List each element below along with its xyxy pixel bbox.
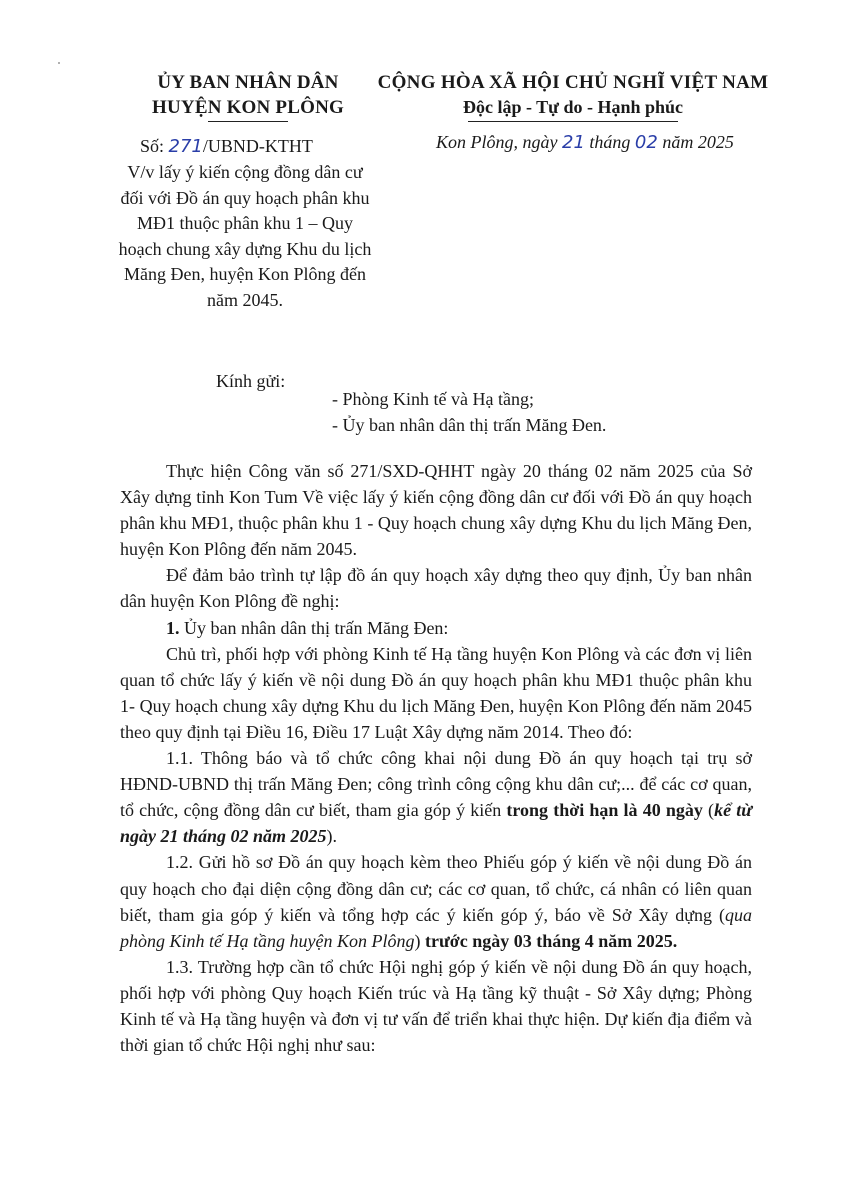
item-1-2 bbox=[120, 849, 752, 953]
date-prefix: Kon Plông, ngày bbox=[436, 132, 562, 152]
document-number bbox=[140, 134, 313, 159]
date-mid: tháng bbox=[584, 132, 635, 152]
item-1-1-start-date: kể từ ngày 21 tháng 02 năm 2025 bbox=[120, 800, 753, 847]
country-name: CỘNG HÒA XÃ HỘI CHỦ NGHĨ VIỆT NAM bbox=[377, 72, 769, 93]
section-1-heading bbox=[120, 615, 752, 641]
letter-body bbox=[120, 458, 752, 1058]
doc-number-prefix: Số: bbox=[140, 136, 169, 156]
item-1-3: 1.3. Trường hợp cần tổ chức Hội nghị góp ý kiến về nội dung Đồ án quy hoạch, phối hợp với phòng Quy hoạch Kiến trúc và Hạ tầng kỹ thuật - Sở Xây dựng; Phòng Kinh tế và Hạ tầng huyện và đơn vị tư vấn để triển khai thực hiện. Dự kiến địa điểm và thời gian tổ chức Hội nghị như sau: bbox=[120, 956, 752, 1056]
paragraph-coordination: Chủ trì, phối hợp với phòng Kinh tế Hạ tầng huyện Kon Plông và các đơn vị liên quan tổ chức lấy ý kiến về nội dung Đồ án quy hoạch phân khu MĐ1 thuộc phân khu 1- Quy hoạch chung xây dựng Khu du lịch Măng Đen, huyện Kon Plông đến năm 2045 theo quy định tại Điều 16, Điều 17 Luật Xây dựng năm 2014. Theo đó: bbox=[120, 643, 752, 742]
item-1-1-text: 1.1. Thông báo và tổ chức công khai nội dung Đồ án quy hoạch tại trụ sở HĐND-UBND thị trấn Măng Đen; công trình công cộng khu dân cư;... để các cơ quan, tổ chức, cộng đồng dân cư biết, tham gia góp ý kiến bbox=[120, 748, 752, 821]
salutation: Kính gửi: bbox=[216, 371, 286, 391]
recipient-2: - Ủy ban nhân dân thị trấn Măng Đen. bbox=[332, 415, 607, 435]
item-1-1-deadline: trong thời hạn là 40 ngày bbox=[506, 800, 703, 821]
authority-line-1: ỦY BAN NHÂN DÂN bbox=[157, 72, 339, 93]
section-1-title: Ủy ban nhân dân thị trấn Măng Đen: bbox=[179, 617, 449, 638]
motto-underline bbox=[468, 121, 678, 122]
issuing-authority-header bbox=[118, 70, 378, 122]
paragraph-request: Để đảm bảo trình tự lập đồ án quy hoạch xây dựng theo quy định, Ủy ban nhân dân huyện Kon Plông đề nghị: bbox=[120, 565, 752, 612]
date-day-handwritten: 21 bbox=[562, 132, 585, 153]
section-1-number: 1. bbox=[166, 617, 180, 638]
paragraph-reference: Thực hiện Công văn số 271/SXD-QHHT ngày 20 tháng 02 năm 2025 của Sở Xây dựng tỉnh Kon Tum Về việc lấy ý kiến cộng đồng dân cư đối với Đồ án quy hoạch phân khu MĐ1, thuộc phân khu 1 - Quy hoạch chung xây dựng Khu du lịch Măng Đen, huyện Kon Plông đến năm 2045. bbox=[120, 461, 752, 560]
date-suffix: năm 2025 bbox=[657, 132, 734, 152]
item-1-1 bbox=[120, 745, 752, 849]
authority-underline bbox=[208, 121, 288, 122]
date-month-handwritten: 02 bbox=[634, 132, 658, 153]
doc-number-suffix: /UBND-KTHT bbox=[202, 136, 313, 156]
scan-speck bbox=[58, 62, 60, 64]
doc-number-handwritten: 271 bbox=[168, 136, 203, 157]
place-and-date bbox=[436, 130, 734, 155]
item-1-1-paren-close: ). bbox=[326, 826, 338, 847]
subject-summary: V/v lấy ý kiến cộng đồng dân cư đối với Đồ án quy hoạch phân khu MĐ1 thuộc phân khu 1 – Quy hoạch chung xây dựng Khu du lịch Măng Đen, huyện Kon Plông đến năm 2045. bbox=[118, 162, 372, 310]
item-1-2-deadline: trước ngày 03 tháng 4 năm 2025. bbox=[424, 930, 678, 951]
motto: Độc lập - Tự do - Hạnh phúc bbox=[462, 97, 684, 117]
item-1-2-via: qua phòng Kinh tế Hạ tầng huyện Kon Plông bbox=[120, 904, 752, 951]
recipient-1: - Phòng Kinh tế và Hạ tầng; bbox=[332, 389, 534, 409]
item-1-1-paren-open: ( bbox=[702, 800, 715, 821]
item-1-2-text: 1.2. Gửi hồ sơ Đồ án quy hoạch kèm theo Phiếu góp ý kiến về nội dung Đồ án quy hoạch cho đại diện cộng đồng dân cư; các cơ quan, tổ chức, cá nhân có liên quan biết, tham gia góp ý kiến và tổng hợp các ý kiến góp ý, báo về Sở Xây dựng ( bbox=[120, 852, 752, 925]
item-1-2-paren-close: ) bbox=[414, 930, 425, 951]
national-motto-header bbox=[372, 70, 774, 122]
authority-line-2: HUYỆN KON PLÔNG bbox=[152, 97, 344, 118]
